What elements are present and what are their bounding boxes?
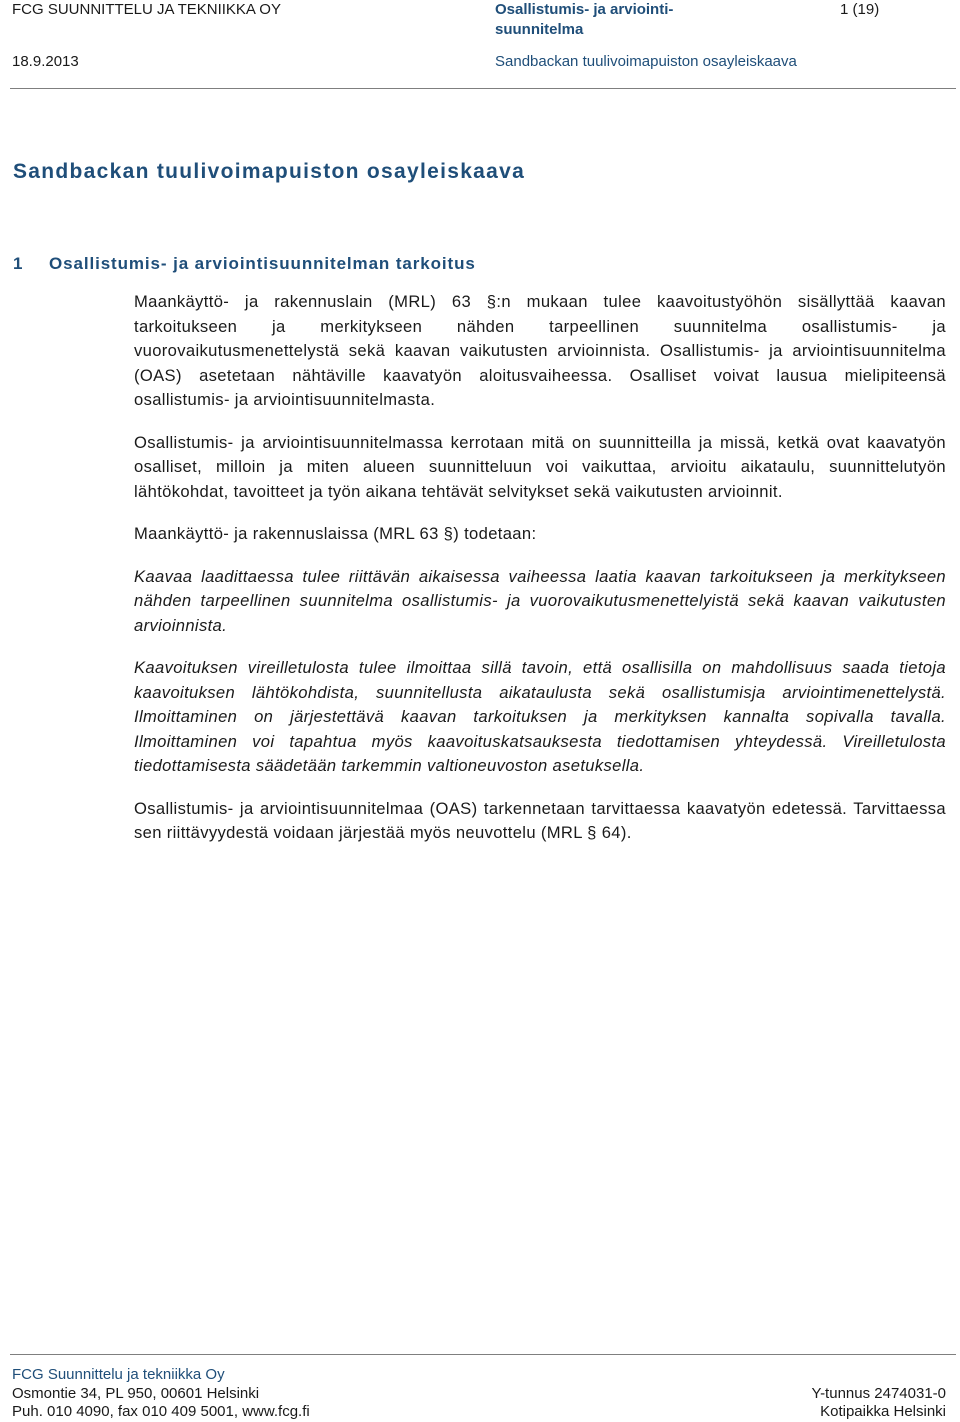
paragraph-refinement: Osallistumis- ja arviointisuunnitelmaa (OAS) tarkennetaan tarvittaessa kaavatyön edetessä. Tarvittaessa sen riittävyydestä voidaan järjestää myös neuvottelu (MRL § 64). <box>134 798 946 842</box>
header-document-title: Osallistumis- ja arviointi-suunnitelma <box>495 1 674 38</box>
law-quote-2: Kaavoituksen vireilletulosta tulee ilmoittaa sillä tavoin, että osallisilla on mahdollisuus saada tietoja kaavoituksen lähtökohdista, suunnitellusta aikataulusta sekä osallistumisja arviointimenettelystä. Ilmoittaminen on järjestettävä kaavan tarkoituksen ja merkityksen kannalta sopivalla tavalla. Ilmoittaminen voi tapahtua myös kaavoituskatsauksesta tiedottamisen yhteydessä. Vireilletulosta tiedottamisesta säädetään tarkemmin valtioneuvoston asetuksella. <box>134 658 946 775</box>
document-body <box>134 290 946 846</box>
paragraph-purpose: Maankäyttö- ja rakennuslain (MRL) 63 §:n mukaan tulee kaavoitustyöhön sisällyttää kaavan tarkoitukseen ja merkitykseen nähden tarpeellinen suunnitelma osallistumis- ja vuorovaikutusmenettelystä sekä kaavan vaikutusten arvioinnista. Osallistumis- ja arviointisuunnitelma (OAS) asetetaan nähtäville kaavatyön aloitusvaiheessa. Osalliset voivat lausua mielipiteensä osallistumis- ja arviointisuunnitelmasta. <box>134 292 946 409</box>
header-project-name: Sandbackan tuulivoimapuiston osayleiskaava <box>495 53 797 70</box>
footer-contact: Puh. 010 4090, fax 010 409 5001, www.fcg.fi <box>12 1403 310 1420</box>
footer-business-id: Y-tunnus 2474031-0 <box>811 1385 946 1402</box>
header-page-number: 1 (19) <box>840 1 880 18</box>
paragraph-law-intro: Maankäyttö- ja rakennuslaissa (MRL 63 §) todetaan: <box>134 524 537 543</box>
section-number: 1 <box>13 254 24 273</box>
page-header <box>0 0 960 90</box>
header-company: FCG SUUNNITTELU JA TEKNIIKKA OY <box>12 1 281 18</box>
page-footer <box>0 1350 960 1421</box>
section-title: Osallistumis- ja arviointisuunnitelman tarkoitus <box>49 254 476 273</box>
law-quote-1: Kaavaa laadittaessa tulee riittävän aikaisessa vaiheessa laatia kaavan tarkoitukseen ja merkitykseen nähden tarpeellinen suunnitelma osallistumis- ja vuorovaikutusmenettelyistä sekä kaavan vaikutusten arvioinnista. <box>134 566 946 635</box>
section-heading <box>13 254 476 274</box>
footer-company: FCG Suunnittelu ja tekniikka Oy <box>12 1366 225 1383</box>
header-divider <box>10 88 956 89</box>
page-title: Sandbackan tuulivoimapuiston osayleiskaava <box>13 160 526 183</box>
footer-divider <box>10 1354 956 1355</box>
footer-domicile: Kotipaikka Helsinki <box>820 1403 946 1420</box>
paragraph-contents: Osallistumis- ja arviointisuunnitelmassa kerrotaan mitä on suunnitteilla ja missä, ketkä ovat kaavatyön osalliset, milloin ja miten alueen suunnitteluun voi vaikuttaa, arvioitu aikataulu, suunnittelutyön lähtökohdat, tavoitteet ja työn aikana tehtävät selvitykset sekä vaikutusten arvioinnit. <box>134 432 946 501</box>
footer-address: Osmontie 34, PL 950, 00601 Helsinki <box>12 1385 260 1402</box>
header-date: 18.9.2013 <box>12 53 79 70</box>
